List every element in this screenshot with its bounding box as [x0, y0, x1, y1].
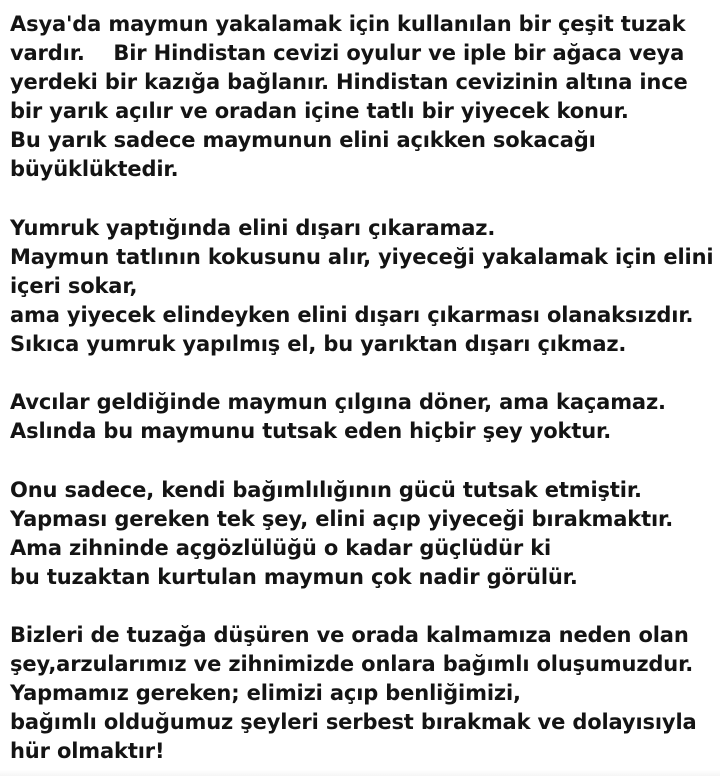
text-line: yerdeki bir kazığa bağlanır. Hindistan cevizinin altına ince [10, 70, 688, 95]
text-line: bağımlı olduğumuz şeyleri serbest bırakmak ve dolayısıyla [10, 710, 697, 735]
paragraph-hunters [10, 388, 715, 446]
text-line: Yumruk yaptığında elini dışarı çıkaramaz. [10, 215, 496, 240]
paragraph-fist [10, 214, 715, 359]
text-line: vardır. Bir Hindistan cevizi oyulur ve iple bir ağaca veya [10, 41, 685, 66]
text-line: hür olmaktır! [10, 739, 165, 764]
text-line: Ama zihninde açgözlülüğü o kadar güçlüdür ki [10, 535, 552, 560]
text-line: içeri sokar, [10, 273, 138, 298]
text-line: Aslında bu maymunu tutsak eden hiçbir şey yoktur. [10, 419, 612, 444]
text-line: Sıkıca yumruk yapılmış el, bu yarıktan dışarı çıkmaz. [10, 332, 627, 357]
bottom-edge [0, 770, 720, 776]
text-line: Bu yarık sadece maymunun elini açıkken sokacağı [10, 128, 596, 153]
text-line: bu tuzaktan kurtulan maymun çok nadir görülür. [10, 564, 578, 589]
text-line: Yapmamız gereken; elimizi açıp benliğimizi, [10, 681, 521, 706]
paragraph-trap-description [10, 10, 715, 185]
text-line: Bizleri de tuzağa düşüren ve orada kalmamıza neden olan [10, 622, 689, 647]
text-line: bir yarık açılır ve oradan içine tatlı bir yiyecek konur. [10, 99, 629, 124]
text-line: büyüklüktedir. [10, 157, 179, 182]
paragraph-conclusion [10, 621, 715, 766]
text-line: Onu sadece, kendi bağımlılığının gücü tutsak etmiştir. [10, 477, 642, 502]
text-line: ama yiyecek elindeyken elini dışarı çıkarması olanaksızdır. [10, 302, 694, 327]
paragraph-addiction [10, 476, 715, 592]
text-line: Maymun tatlının kokusunu alır, yiyeceği yakalamak için elini [10, 244, 714, 269]
text-line: şey,arzularımız ve zihnimizde onlara bağımlı oluşumuzdur. [10, 652, 694, 677]
text-line: Asya'da maymun yakalamak için kullanılan bir çeşit tuzak [10, 12, 686, 36]
document-text [10, 10, 715, 776]
text-line: Yapması gereken tek şey, elini açıp yiyeceği bırakmaktır. [10, 506, 674, 531]
text-line: Avcılar geldiğinde maymun çılgına döner, ama kaçamaz. [10, 390, 666, 415]
